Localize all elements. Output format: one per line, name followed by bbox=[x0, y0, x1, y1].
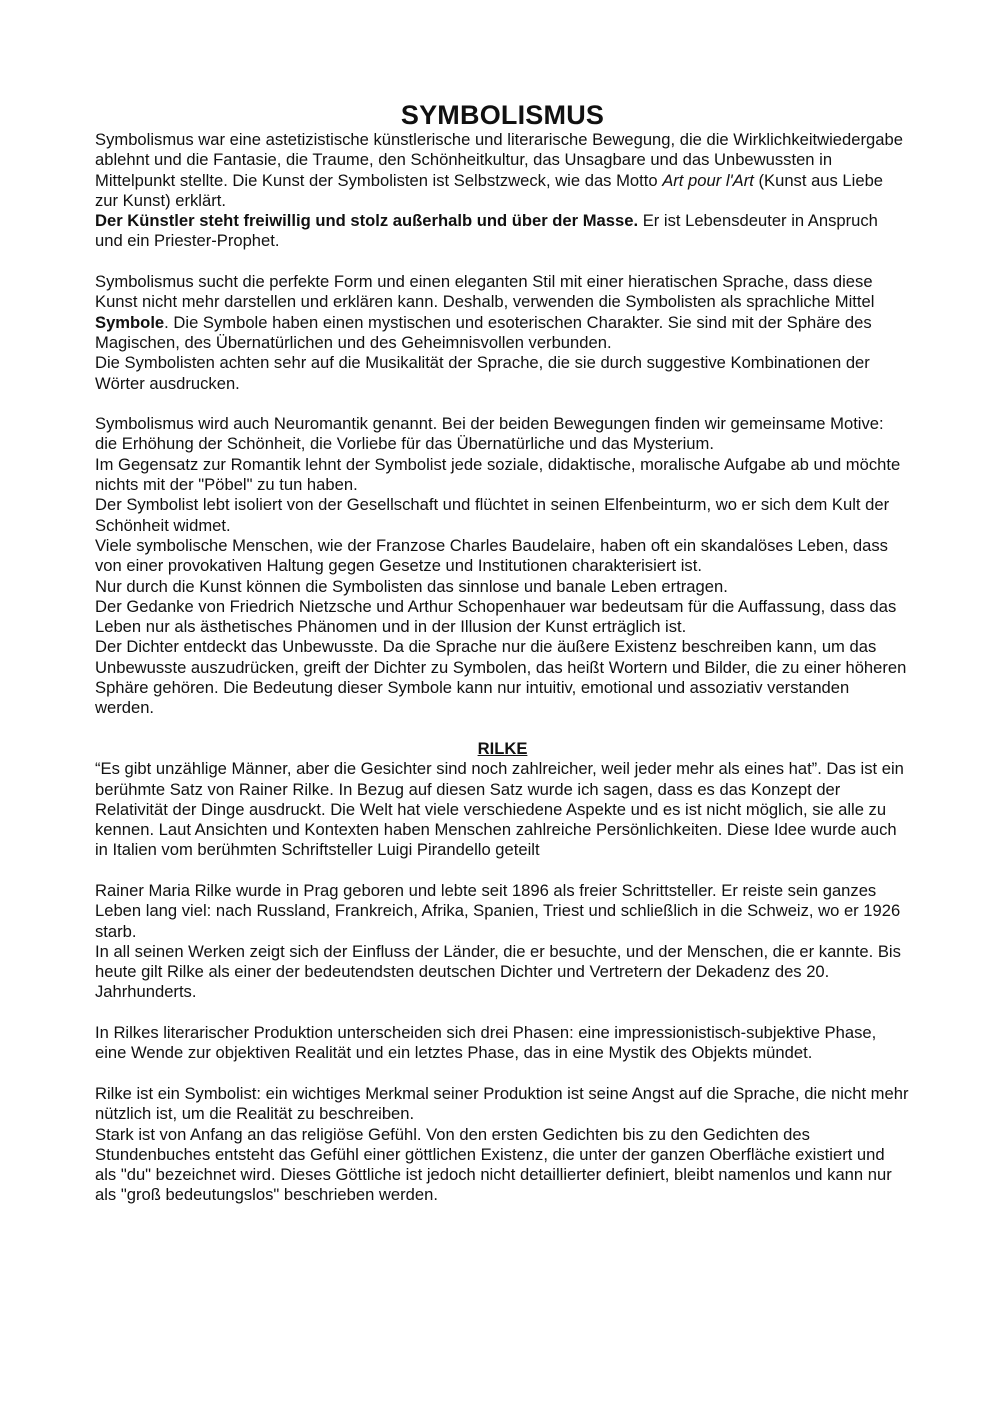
paragraph: Rilke ist ein Symbolist: ein wichtiges Merkmal seiner Produktion ist seine Angst auf die Sprache, die nicht mehr nützlich ist, um die Realität zu beschreiben. bbox=[95, 1083, 909, 1124]
bold-term: Symbole bbox=[95, 312, 165, 332]
section-heading-rilke: RILKE bbox=[477, 738, 528, 758]
paragraph-text: (Kunst aus Liebe zur Kunst) erklärt. bbox=[95, 170, 884, 210]
paragraph: Der Symbolist lebt isoliert von der Gesellschaft und flüchtet in seinen Elfenbeinturm, wo er sich dem Kult der Schönheit widmet. bbox=[95, 495, 890, 535]
paragraph bbox=[95, 211, 910, 252]
paragraph-text: Er ist Lebensdeuter in Anspruch und ein Priester-Prophet. bbox=[95, 211, 878, 251]
paragraph: Der Gedanke von Friedrich Nietzsche und Arthur Schopenhauer war bedeutsam für die Auffassung, dass das Leben nur als ästhetisches Phänomen und in der Illusion der Kunst erträglich ist. bbox=[95, 596, 897, 637]
paragraph-text: Symbolismus war eine astetizistische künstlerische und literarische Bewegung, die die Wirklichkeitwiedergabe ablehnt und die Fantasie, die Traume, den Schönheitkultur, das Unsagbare und das Unbewussten in Mittelpunkt stellte. Die Kunst der Symbolisten ist Selbstzweck, wie das Motto bbox=[95, 130, 903, 190]
paragraph bbox=[95, 130, 910, 211]
paragraph: Die Symbolisten achten sehr auf die Musikalität der Sprache, die sie durch suggestive Kombinationen der Wörter ausdrucken. bbox=[95, 353, 870, 393]
paragraph: Stark ist von Anfang an das religiöse Gefühl. Von den ersten Gedichten bis zu den Gedichten des Stundenbuches entsteht das Gefühl einer göttlichen Existenz, die unter der ganzen Oberfläche existiert und als "du" bezeichnet wird. Dieses Göttliche ist jedoch nicht detaillierter definiert, bleibt namenlos und kann nur als "groß bedeutungslos" beschrieben werden. bbox=[95, 1124, 892, 1205]
paragraph bbox=[95, 272, 910, 353]
paragraph: In Rilkes literarischer Produktion unterscheiden sich drei Phasen: eine impressionistisch-subjektive Phase, eine Wende zur objektiven Realität und ein letztes Phase, das in eine Mystik des Objekts mündet. bbox=[95, 1023, 877, 1063]
paragraph: Der Dichter entdeckt das Unbewusste. Da die Sprache nur die äußere Existenz beschreiben kann, um das Unbewusste auszudrücken, greift der Dichter zu Symbolen, das heißt Wortern und Bilder, die zu einer höheren Sphäre gehören. Die Bedeutung dieser Symbole kann nur intuitiv, emotional und assoziativ verstanden werden. bbox=[95, 637, 907, 718]
paragraph: Nur durch die Kunst können die Symbolisten das sinnlose und banale Leben ertragen. bbox=[95, 576, 728, 596]
paragraph: In all seinen Werken zeigt sich der Einfluss der Länder, die er besuchte, und der Menschen, die er kannte. Bis heute gilt Rilke als einer der bedeutendsten deutschen Dichter und Vertretern der Dekadenz des 20. Jahrhunderts. bbox=[95, 941, 901, 1002]
paragraph-text: . Die Symbole haben einen mystischen und esoterischen Charakter. Sie sind mit der Sphäre des Magischen, des Übernatürlichen und des Geheimnisvollen verbunden. bbox=[95, 312, 872, 352]
paragraph: Rainer Maria Rilke wurde in Prag geboren und lebte seit 1896 als freier Schrittsteller. Er reiste sein ganzes Leben lang viel: nach Russland, Frankreich, Afrika, Spanien, Triest und schließlich in die Schweiz, wo er 1926 starb. bbox=[95, 880, 901, 941]
paragraph: Viele symbolische Menschen, wie der Franzose Charles Baudelaire, haben oft ein skandalöses Leben, dass von einer provokativen Haltung gegen Gesetze und Institutionen charakterisiert ist. bbox=[95, 535, 888, 576]
paragraph-text: Symbolismus sucht die perfekte Form und einen eleganten Stil mit einer hieratischen Sprache, dass diese Kunst nicht mehr darstellen und erklären kann. Deshalb, verwenden die Symbolisten als sprachliche Mittel bbox=[95, 272, 875, 312]
motto-italic: Art pour l'Art bbox=[662, 170, 754, 190]
bold-statement: Der Künstler steht freiwillig und stolz außerhalb und über der Masse. bbox=[95, 211, 639, 231]
document-page bbox=[95, 100, 910, 1206]
paragraph: Symbolismus wird auch Neuromantik genannt. Bei der beiden Bewegungen finden wir gemeinsame Motive: die Erhöhung der Schönheit, die Vorliebe für das Übernatürliche und das Mysterium. bbox=[95, 414, 884, 454]
paragraph: Im Gegensatz zur Romantik lehnt der Symbolist jede soziale, didaktische, moralische Aufgabe ab und möchte nichts mit der "Pöbel" zu tun haben. bbox=[95, 454, 901, 495]
paragraph: “Es gibt unzählige Männer, aber die Gesichter sind noch zahlreicher, weil jeder mehr als eines hat”. Das ist ein berühmte Satz von Rainer Rilke. In Bezug auf diesen Satz wurde ich sagen, dass es das Konzept der Relativität der Dinge ausdruckt. Die Welt hat viele verschiedene Aspekte und es ist nicht möglich, sie alle zu kennen. Laut Ansichten und Kontexten haben Menschen zahlreiche Persönlichkeiten. Diese Idee wurde auch in Italien vom berühmten Schriftsteller Luigi Pirandello geteilt bbox=[95, 759, 904, 860]
page-title: SYMBOLISMUS bbox=[400, 100, 605, 130]
